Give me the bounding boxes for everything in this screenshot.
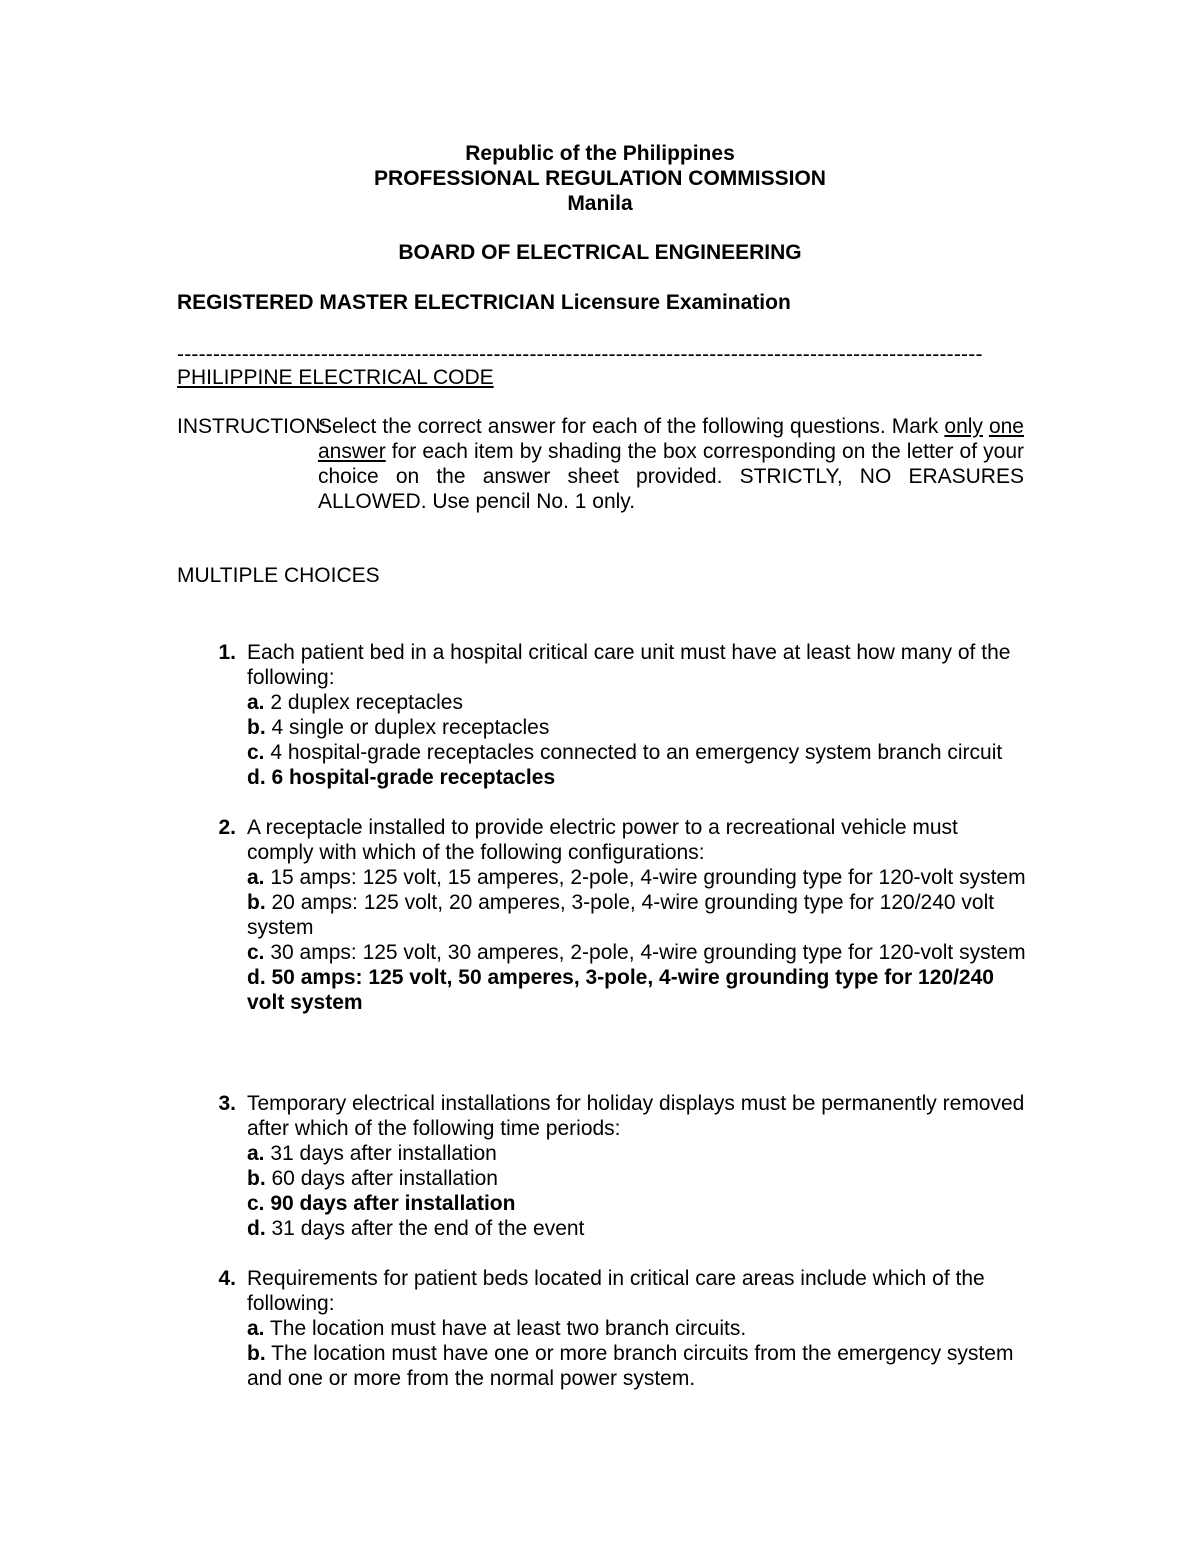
choice-c-correct <box>247 1191 1027 1216</box>
instruction-label: INSTRUCTION: <box>177 415 327 438</box>
choice-letter: b. <box>247 1342 266 1365</box>
choice-text: 90 days after installation <box>264 1192 516 1215</box>
instruction-text-2: for each item by shading the box corresponding on the letter of your choice on the answer sheet provided. STRICTLY, NO ERASURES ALLOWED. Use pencil No. 1 only. <box>318 440 1024 513</box>
choice-letter: b. <box>247 716 266 739</box>
question-number: 2. <box>218 816 236 839</box>
choice-letter: d. <box>247 1217 266 1240</box>
question-stem: A receptacle installed to provide electric power to a recreational vehicle must comply with which of the following configurations: <box>247 816 958 864</box>
choice-letter: c. <box>247 1192 265 1215</box>
choice-a <box>247 865 1027 890</box>
exam-title-suffix: Licensure Examination <box>555 291 791 314</box>
question-stem: Requirements for patient beds located in critical care areas include which of the following: <box>247 1267 985 1315</box>
instruction-text-1: Select the correct answer for each of the following questions. Mark <box>318 415 945 438</box>
choice-text: 6 hospital-grade receptacles <box>265 766 556 789</box>
divider-rule: ---------------------------------------------------------------------------------------------------------------- <box>177 343 983 366</box>
choice-b <box>247 890 1027 940</box>
choice-letter: a. <box>247 1317 265 1340</box>
header-commission: PROFESSIONAL REGULATION COMMISSION <box>374 167 826 190</box>
choice-a <box>247 690 1027 715</box>
choice-text: 31 days after the end of the event <box>265 1217 585 1240</box>
question-stem: Each patient bed in a hospital critical care unit must have at least how many of the following: <box>247 641 1011 689</box>
choice-letter: d. <box>247 966 266 989</box>
choice-text: The location must have at least two branch circuits. <box>264 1317 747 1340</box>
question-number: 4. <box>218 1267 236 1290</box>
choice-letter: d. <box>247 766 266 789</box>
exam-title <box>177 290 791 315</box>
choice-text: 4 hospital-grade receptacles connected to an emergency system branch circuit <box>264 741 1003 764</box>
choice-letter: b. <box>247 1167 266 1190</box>
choice-b <box>247 715 1027 740</box>
choice-text: 31 days after installation <box>264 1142 497 1165</box>
choice-a <box>247 1316 1027 1341</box>
question-number: 1. <box>218 641 236 664</box>
choice-text: 2 duplex receptacles <box>264 691 463 714</box>
header-city: Manila <box>567 192 633 215</box>
choice-c <box>247 940 1027 965</box>
exam-title-main: REGISTERED MASTER ELECTRICIAN <box>177 291 556 314</box>
question-number: 3. <box>218 1092 236 1115</box>
choice-b <box>247 1166 1027 1191</box>
choice-text: 20 amps: 125 volt, 20 amperes, 3-pole, 4-wire grounding type for 120/240 volt system <box>247 891 995 939</box>
board-title: BOARD OF ELECTRICAL ENGINEERING <box>398 241 802 264</box>
choice-b <box>247 1341 1027 1391</box>
choice-a <box>247 1141 1027 1166</box>
question-stem: Temporary electrical installations for holiday displays must be permanently removed after which of the following time periods: <box>247 1092 1025 1140</box>
choice-d-correct <box>247 765 1027 790</box>
choice-text: 60 days after installation <box>265 1167 498 1190</box>
choice-letter: a. <box>247 691 265 714</box>
choice-c <box>247 740 1027 765</box>
choice-text: 30 amps: 125 volt, 30 amperes, 2-pole, 4-wire grounding type for 120-volt system <box>264 941 1026 964</box>
choice-letter: c. <box>247 941 265 964</box>
choice-text: 50 amps: 125 volt, 50 amperes, 3-pole, 4-wire grounding type for 120/240 volt system <box>247 966 994 1014</box>
choice-letter: b. <box>247 891 266 914</box>
choice-text: 4 single or duplex receptacles <box>265 716 550 739</box>
choice-letter: a. <box>247 866 265 889</box>
choice-letter: a. <box>247 1142 265 1165</box>
instruction-block <box>177 414 1024 514</box>
choice-text: 15 amps: 125 volt, 15 amperes, 2-pole, 4-wire grounding type for 120-volt system <box>264 866 1026 889</box>
section-title: MULTIPLE CHOICES <box>177 564 380 587</box>
instruction-one-answer: one answer <box>318 415 1024 463</box>
header-republic: Republic of the Philippines <box>465 142 735 165</box>
choice-d <box>247 1216 1027 1241</box>
instruction-only: only <box>944 415 983 438</box>
choice-text: The location must have one or more branch circuits from the emergency system and one or more from the normal power system. <box>247 1342 1014 1390</box>
choice-letter: c. <box>247 741 265 764</box>
choice-d-correct <box>247 965 1027 1015</box>
subject-title: PHILIPPINE ELECTRICAL CODE <box>177 366 494 389</box>
